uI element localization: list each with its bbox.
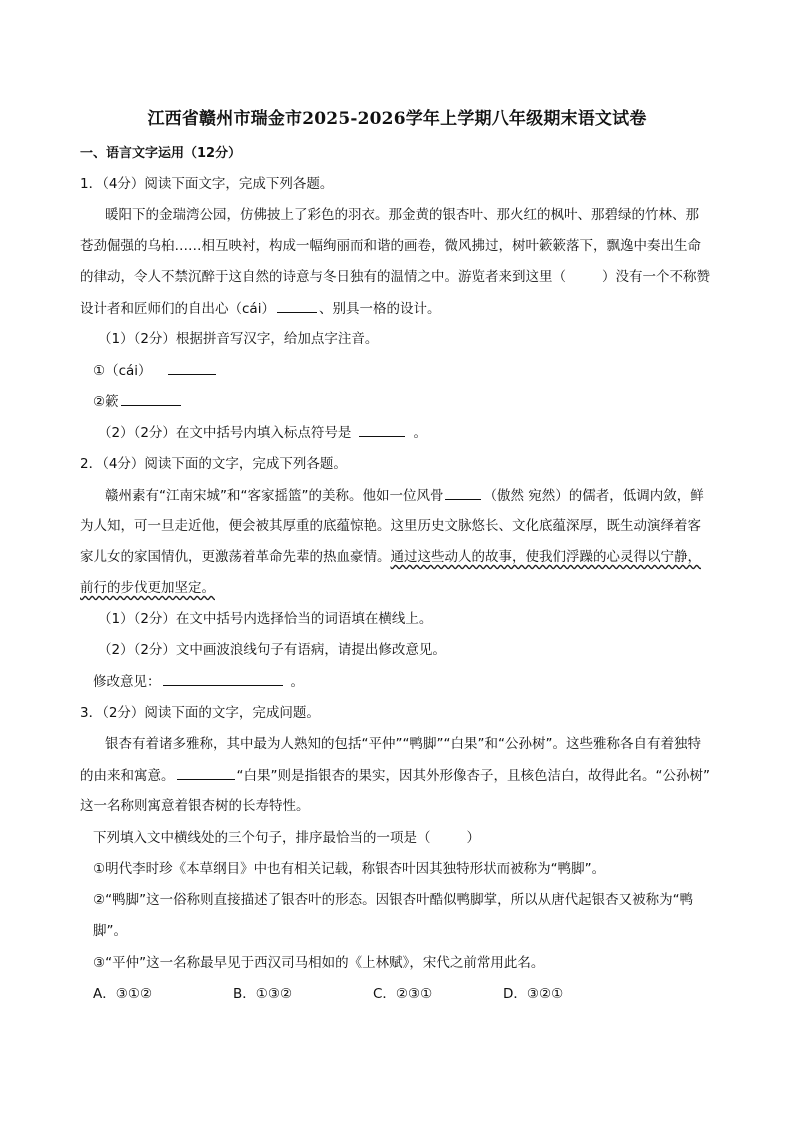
answer-blank[interactable]: [177, 765, 235, 780]
q3-heading: 3．（2分）阅读下面的文字，完成问题。: [80, 705, 320, 721]
q3-paragraph-line: 这一名称则寓意着银杏树的长寿特性。: [80, 798, 310, 814]
q3-paragraph-text: 的由来和寓意。: [80, 768, 175, 784]
wavy-sentence: 前行的步伐更加坚定。: [80, 580, 215, 596]
q1-paragraph-line: 苍劲倔强的乌桕……相互映衬，构成一幅绚丽而和谐的画卷，微风拂过，树叶簌簌落下，飘逸中奏出生命: [80, 238, 701, 254]
q2-subquestion-2: （2）（2分）文中画波浪线句子有语病，请提出修改意见。: [98, 642, 446, 658]
q3-question-text: 下列填入文中横线处的三个句子，排序最恰当的一项是（: [93, 830, 431, 846]
q1-paragraph-text: ）没有一个不称赞: [602, 269, 710, 285]
q2-paragraph-text: （傲然 宛然）的儒者，低调内敛，鲜: [483, 488, 704, 504]
section-heading: 一、语言文字运用（12分）: [80, 146, 242, 161]
q3-question-text: ）: [466, 830, 480, 846]
q2-heading: 2．（4分）阅读下面的文字，完成下列各题。: [80, 456, 347, 472]
q2-paragraph-text: 赣州素有“江南宋城”和“客家摇篮”的美称。他如一位风骨: [105, 488, 444, 504]
q3-question-line: [93, 828, 480, 848]
option-a[interactable]: A．③①②: [93, 986, 153, 1002]
q1-item-line: [93, 391, 183, 412]
q1-paragraph-text: 、别具一格的设计。: [318, 301, 441, 317]
option-b[interactable]: B．①③②: [233, 986, 293, 1002]
q1-paragraph-text: 的律动，令人不禁沉醉于这自然的诗意与冬日独有的温情之中。游览者来到这里（: [80, 269, 566, 285]
q3-paragraph-text: “白果”则是指银杏的果实，因其外形像杏子，且核色洁白，故得此名。“公孙树”: [236, 768, 710, 784]
q3-sentence-2-cont: 脚”。: [93, 923, 127, 939]
q2-paragraph-line: [80, 578, 215, 598]
q3-sentence-3: ③“平仲”这一名称最早见于西汉司马相如的《上林赋》，宋代之前常用此名。: [93, 955, 545, 971]
q1-item-label: ②簌: [93, 394, 119, 410]
q2-paragraph-line: [105, 485, 704, 506]
q1-paragraph-text: 设计者和匠师们的自出心（cái）: [80, 301, 275, 317]
q2-fix-label: 修改意见：: [93, 674, 161, 690]
answer-blank[interactable]: [359, 422, 405, 437]
q2-fix-end: 。: [290, 674, 304, 690]
q1-item-label: ①（cái）: [93, 363, 152, 379]
q3-sentence-1: ①明代李时珍《本草纲目》中也有相关记载，称银杏叶因其独特形状而被称为“鸭脚”。: [93, 861, 606, 877]
q1-subquestion-text: 。: [413, 425, 427, 441]
q1-subquestion-1: （1）（2分）根据拼音写汉字，给加点字注音。: [98, 331, 379, 347]
q3-sentence-2: ②“鸭脚”这一俗称则直接描述了银杏叶的形态。因银杏叶酷似鸭脚掌，所以从唐代起银杏又被称为“鸭: [93, 892, 694, 908]
q1-paragraph-line: 暖阳下的金瑞湾公园，仿佛披上了彩色的羽衣。那金黄的银杏叶、那火红的枫叶、那碧绿的竹林、那: [105, 207, 699, 223]
q2-subquestion-1: （1）（2分）在文中括号内选择恰当的词语填在横线上。: [98, 611, 433, 627]
q1-paragraph-line: [80, 298, 440, 319]
q2-fix-line: [93, 671, 304, 692]
answer-blank[interactable]: [277, 298, 317, 313]
q3-paragraph-line: [80, 765, 710, 786]
answer-options: [93, 984, 613, 1004]
q1-subquestion-text: （2）（2分）在文中括号内填入标点符号是: [98, 425, 352, 441]
q1-heading: 1．（4分）阅读下面文字，完成下列各题。: [80, 176, 334, 192]
exam-title: 江西省赣州市瑞金市2025-2026学年上学期八年级期末语文试卷: [147, 109, 647, 129]
q1-item-line: [93, 360, 218, 381]
answer-blank[interactable]: [121, 391, 181, 406]
q1-paragraph-line: [80, 267, 710, 287]
q2-paragraph-line: 为人知，可一旦走近他，便会被其厚重的底蕴惊艳。这里历史文脉悠长、文化底蕴深厚，既生动演绎着客: [80, 518, 701, 534]
q1-subquestion-2: [98, 422, 427, 443]
answer-blank[interactable]: [445, 485, 481, 500]
option-c[interactable]: C．②③①: [373, 986, 433, 1002]
answer-blank[interactable]: [163, 671, 283, 686]
q3-paragraph-line: 银杏有着诸多雅称，其中最为人熟知的包括“平仲”“鸭脚”“白果”和“公孙树”。这些雅称各自有着独特: [105, 736, 701, 752]
q2-paragraph-text: 家儿女的家国情仇，更激荡着革命先辈的热血豪情。: [80, 549, 391, 565]
wavy-sentence: 通过这些动人的故事，使我们浮躁的心灵得以宁静，: [390, 549, 701, 565]
option-d[interactable]: D．③②①: [503, 986, 564, 1002]
q2-paragraph-line: [80, 547, 701, 567]
answer-blank[interactable]: [168, 360, 216, 375]
